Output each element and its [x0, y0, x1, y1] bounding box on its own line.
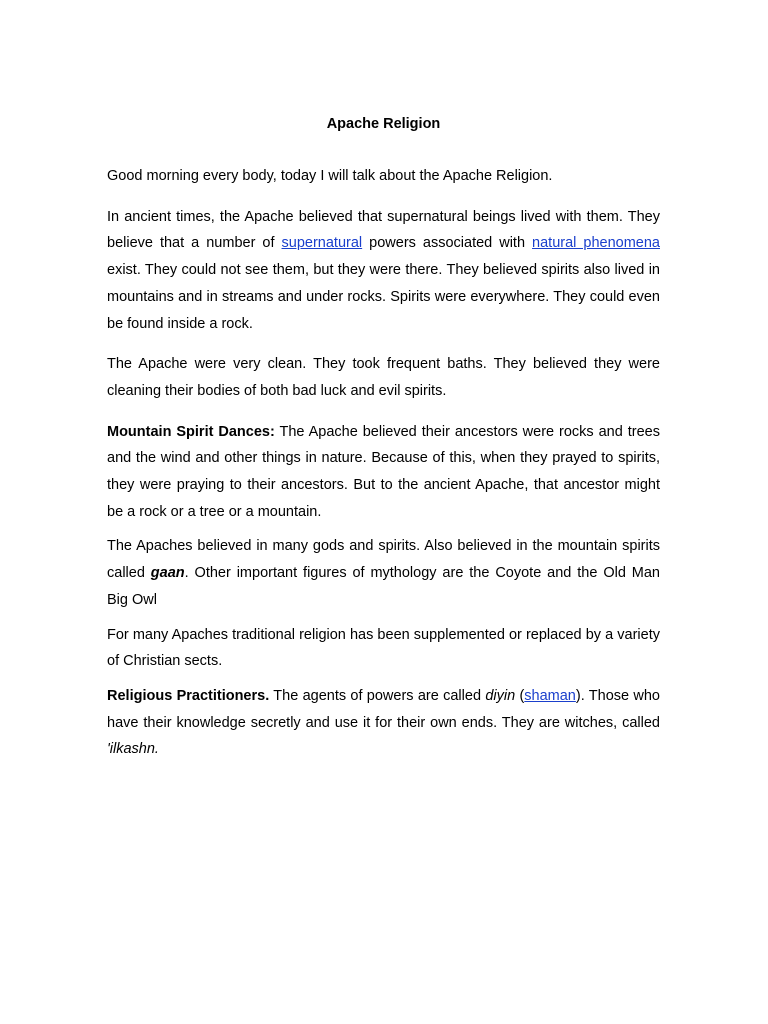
text-span: exist. They could not see them, but they were there. They believed spirits also lived in mountains and in streams and under rocks. Spirits were everywhere. They could even be found inside a rock.	[107, 262, 660, 332]
paragraph-gods-spirits	[107, 533, 660, 613]
text-span: ). Those who have their knowledge secretly and use it for their own ends. They are witches, called	[107, 687, 660, 731]
term-gaan: gaan	[150, 565, 185, 582]
text-span: . Other important figures of mythology are the Coyote and the Old Man Big Owl	[107, 565, 660, 608]
paragraph-christian-sects: For many Apaches traditional religion has been supplemented or replaced by a variety of Christian sects.	[107, 626, 660, 670]
term-ilkashn: 'ilkashn.	[107, 741, 159, 758]
document-title: Apache Religion	[326, 116, 441, 132]
paragraph-clean: The Apache were very clean. They took frequent baths. They believed they were cleaning their bodies of both bad luck and evil spirits.	[107, 356, 660, 399]
link-natural-phenomena[interactable]: natural phenomena	[532, 235, 660, 252]
paragraph-ancient-times	[107, 204, 660, 338]
section-heading: Mountain Spirit Dances:	[107, 423, 275, 440]
text-span: In ancient times, the Apache believed that supernatural beings lived with them. They believe that a number of	[107, 208, 660, 252]
link-shaman[interactable]: shaman	[524, 687, 576, 704]
text-span: The Apache believed their ancestors were rocks and trees and the wind and other things in nature. Because of this, when they prayed to spirits, they were praying to their ancestors. But to the ancient Apache, that ancestor might be a rock or a tree or a mountain.	[107, 423, 660, 520]
paragraph-intro: Good morning every body, today I will talk about the Apache Religion.	[107, 168, 553, 184]
paragraph-religious-practitioners	[107, 683, 660, 763]
text-span: (	[515, 687, 525, 704]
text-span: The Apaches believed in many gods and spirits. Also believed in the mountain spirits called	[107, 538, 660, 582]
section-heading: Religious Practitioners.	[107, 687, 270, 704]
paragraph-mountain-spirit-dances	[107, 419, 660, 526]
document-page	[107, 115, 660, 763]
text-span: powers associated with	[362, 235, 533, 252]
term-diyin: diyin	[485, 687, 516, 704]
link-supernatural[interactable]: supernatural	[281, 235, 363, 252]
text-span: The agents of powers are called	[269, 687, 486, 704]
